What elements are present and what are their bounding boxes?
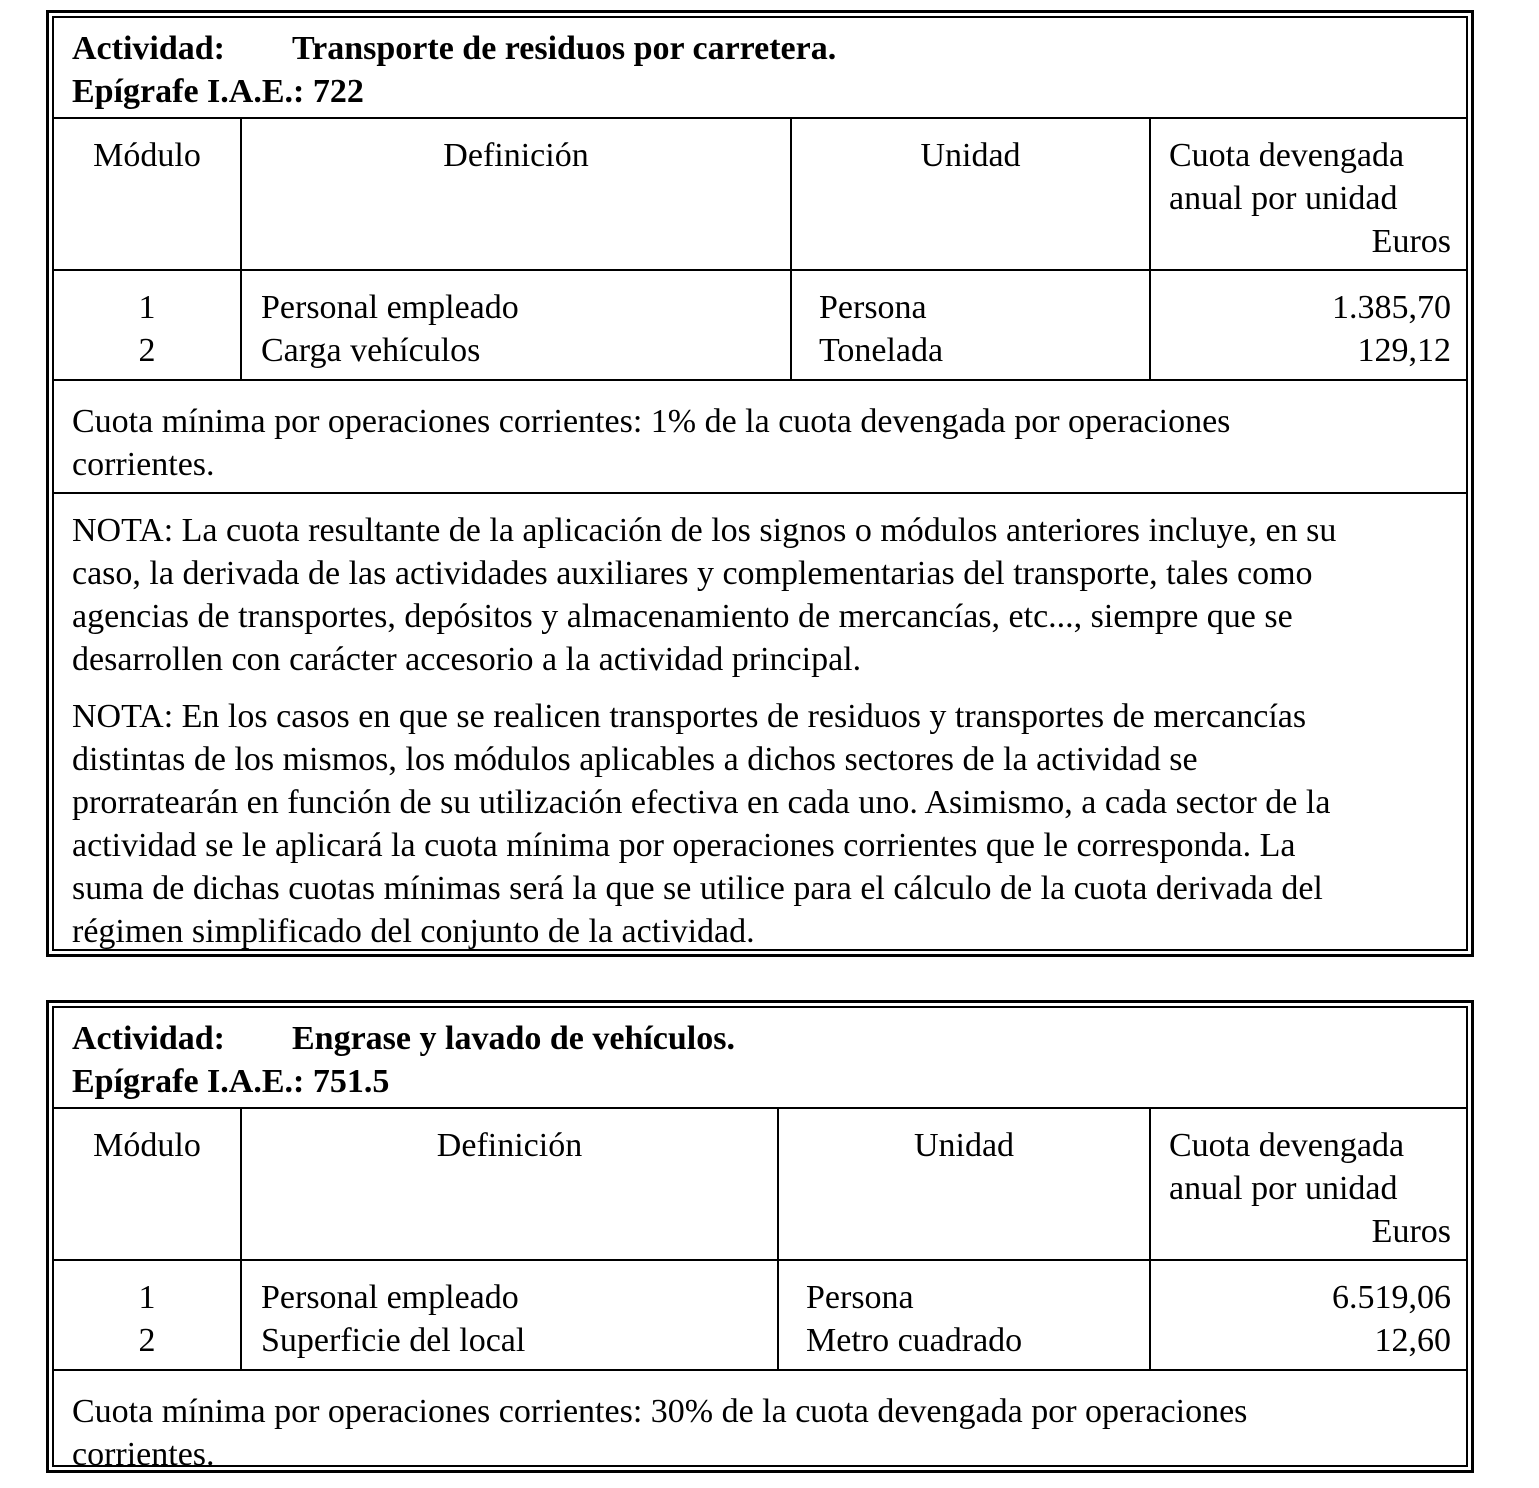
unidad-value: Tonelada xyxy=(819,332,944,369)
cuota-header-line1: Cuota devengada xyxy=(1169,1127,1405,1164)
activity-header xyxy=(54,1008,1466,1109)
epigrafe: Epígrafe I.A.E.: 722 xyxy=(72,73,364,110)
unidad-value: Persona xyxy=(819,289,927,326)
col-header-unidad: Unidad xyxy=(791,119,1150,270)
modulo-value: 1 xyxy=(138,1279,156,1316)
unidad-cell xyxy=(778,1260,1150,1370)
nota-line: prorratearán en función de su utilización efectiva en cada uno. Asimismo, a cada sector de la xyxy=(72,784,1331,821)
modules-table xyxy=(54,119,1466,381)
nota-line: NOTA: La cuota resultante de la aplicación de los signos o módulos anteriores incluye, en su xyxy=(72,512,1337,549)
table-row xyxy=(54,1260,1466,1370)
modulo-value: 2 xyxy=(138,1322,156,1359)
nota-line: suma de dichas cuotas mínimas será la que se utilice para el cálculo de la cuota derivada del xyxy=(72,870,1323,907)
nota-line: distintas de los mismos, los módulos aplicables a dichos sectores de la actividad se xyxy=(72,741,1198,778)
definicion-value: Personal empleado xyxy=(261,289,519,326)
nota-line: actividad se le aplicará la cuota mínima por operaciones corrientes que le corresponda. La xyxy=(72,827,1296,864)
definicion-value: Carga vehículos xyxy=(261,332,481,369)
definicion-cell xyxy=(241,1260,778,1370)
cuota-minima xyxy=(54,1371,1466,1482)
epigrafe: Epígrafe I.A.E.: 751.5 xyxy=(72,1063,390,1100)
actividad-name: Engrase y lavado de vehículos. xyxy=(292,1020,735,1057)
cuota-minima-line: Cuota mínima por operaciones corrientes: 1% de la cuota devengada por operaciones xyxy=(72,403,1231,440)
cuota-minima-line: corrientes. xyxy=(72,446,215,483)
nota-line: desarrollen con carácter accesorio a la actividad principal. xyxy=(72,641,862,678)
modulo-value: 2 xyxy=(138,332,156,369)
nota-line: régimen simplificado del conjunto de la actividad. xyxy=(72,913,755,950)
cuota-minima-line: corrientes. xyxy=(72,1436,215,1473)
cuota-header-line2: anual por unidad xyxy=(1169,180,1398,217)
modulo-value: 1 xyxy=(138,289,156,326)
definicion-cell xyxy=(241,270,791,380)
col-header-cuota xyxy=(1150,119,1466,270)
activity-block-transporte-residuos xyxy=(46,10,1474,957)
actividad-label: Actividad: xyxy=(72,1020,225,1057)
cuota-header-line1: Cuota devengada xyxy=(1169,137,1405,174)
col-header-cuota xyxy=(1150,1109,1466,1260)
nota-line: caso, la derivada de las actividades auxiliares y complementarias del transporte, tales como xyxy=(72,555,1313,592)
unidad-value: Persona xyxy=(806,1279,914,1316)
modulo-cell xyxy=(54,270,241,380)
actividad-label: Actividad: xyxy=(72,30,225,67)
nota-line: NOTA: En los casos en que se realicen transportes de residuos y transportes de mercancías xyxy=(72,698,1307,735)
activity-header xyxy=(54,18,1466,119)
nota-line: agencias de transportes, depósitos y almacenamiento de mercancías, etc..., siempre que se xyxy=(72,598,1293,635)
col-header-modulo: Módulo xyxy=(54,119,241,270)
cuota-cell xyxy=(1150,1260,1466,1370)
activity-block-engrase-lavado xyxy=(46,1000,1474,1473)
modulo-cell xyxy=(54,1260,241,1370)
unidad-value: Metro cuadrado xyxy=(806,1322,1023,1359)
col-header-modulo: Módulo xyxy=(54,1109,241,1260)
cuota-cell xyxy=(1150,270,1466,380)
cuota-value: 129,12 xyxy=(1357,332,1451,369)
table-row xyxy=(54,270,1466,380)
col-header-definicion: Definición xyxy=(241,1109,778,1260)
table-header-row xyxy=(54,119,1466,270)
cuota-value: 12,60 xyxy=(1374,1322,1451,1359)
actividad-name: Transporte de residuos por carretera. xyxy=(292,30,837,67)
table-header-row xyxy=(54,1109,1466,1260)
definicion-value: Personal empleado xyxy=(261,1279,519,1316)
cuota-minima xyxy=(54,381,1466,494)
cuota-header-unit: Euros xyxy=(1371,223,1451,260)
cuota-header-line2: anual por unidad xyxy=(1169,1170,1398,1207)
nota-1 xyxy=(54,494,1466,687)
definicion-value: Superficie del local xyxy=(261,1322,526,1359)
nota-2 xyxy=(54,687,1466,953)
modules-table xyxy=(54,1109,1466,1371)
cuota-header-unit: Euros xyxy=(1371,1213,1451,1250)
unidad-cell xyxy=(791,270,1150,380)
col-header-definicion: Definición xyxy=(241,119,791,270)
col-header-unidad: Unidad xyxy=(778,1109,1150,1260)
cuota-minima-line: Cuota mínima por operaciones corrientes: 30% de la cuota devengada por operaciones xyxy=(72,1393,1248,1430)
cuota-value: 6.519,06 xyxy=(1332,1279,1451,1316)
cuota-value: 1.385,70 xyxy=(1332,289,1451,326)
